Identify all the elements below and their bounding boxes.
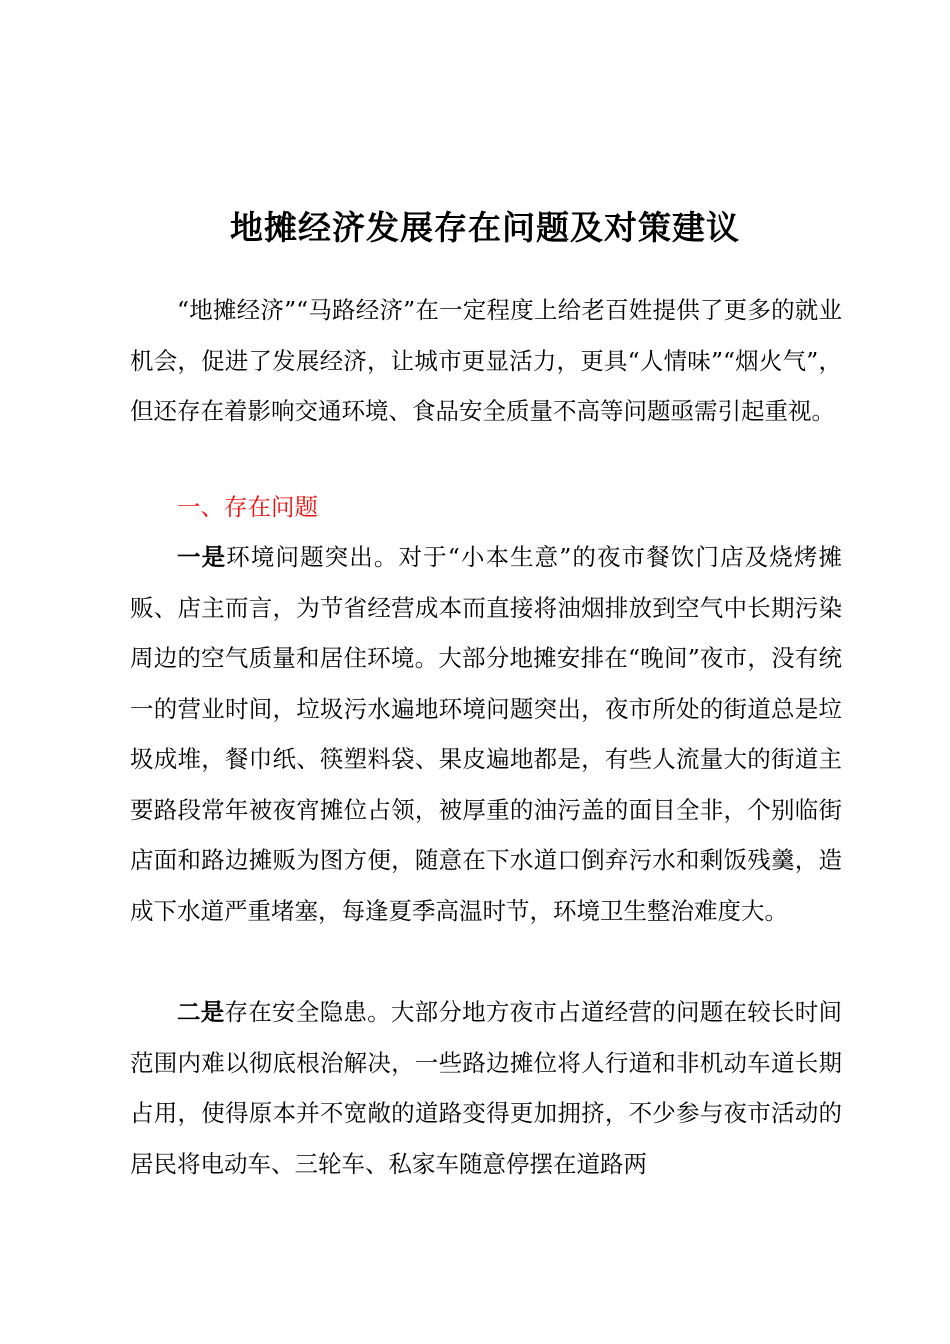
document-title: 地摊经济发展存在问题及对策建议 bbox=[230, 208, 740, 247]
problem-item-2 bbox=[130, 987, 842, 1189]
problem-item-1 bbox=[130, 532, 842, 936]
problem-item-1-text: 环境问题突出。对于“小本生意”的夜市餐饮门店及烧烤摊贩、店主而言，为节省经营成本而直接将油烟排放到空气中长期污染周边的空气质量和居住环境。大部分地摊安排在“晚间”夜市，没有统一的营业时间，垃圾污水遍地环境问题突出，夜市所处的街道总是垃圾成堆，餐巾纸、筷塑料袋、果皮遍地都是，有些人流量大的街道主要路段常年被夜宵摊位占领，被厚重的油污盖的面目全非，个别临街店面和路边摊贩为图方便，随意在下水道口倒弃污水和剩饭残羹，造成下水道严重堵塞，每逢夏季高温时节，环境卫生整治难度大。 bbox=[130, 543, 843, 925]
section-heading-problems: 一、存在问题 bbox=[177, 493, 318, 521]
problem-item-2-lead: 二是 bbox=[177, 998, 225, 1026]
problem-item-1-lead: 一是 bbox=[177, 543, 227, 571]
problem-item-2-text: 存在安全隐患。大部分地方夜市占道经营的问题在较长时间范围内难以彻底根治解决，一些路边摊位将人行道和非机动车道长期占用，使得原本并不宽敞的道路变得更加拥挤，不少参与夜市活动的居民将电动车、三轮车、私家车随意停摆在道路两 bbox=[130, 998, 843, 1178]
intro-paragraph: “地摊经济”“马路经济”在一定程度上给老百姓提供了更多的就业机会，促进了发展经济，让城市更显活力，更具“人情味”“烟火气”，但还存在着影响交通环境、食品安全质量不高等问题亟需引起重视。 bbox=[130, 296, 842, 425]
